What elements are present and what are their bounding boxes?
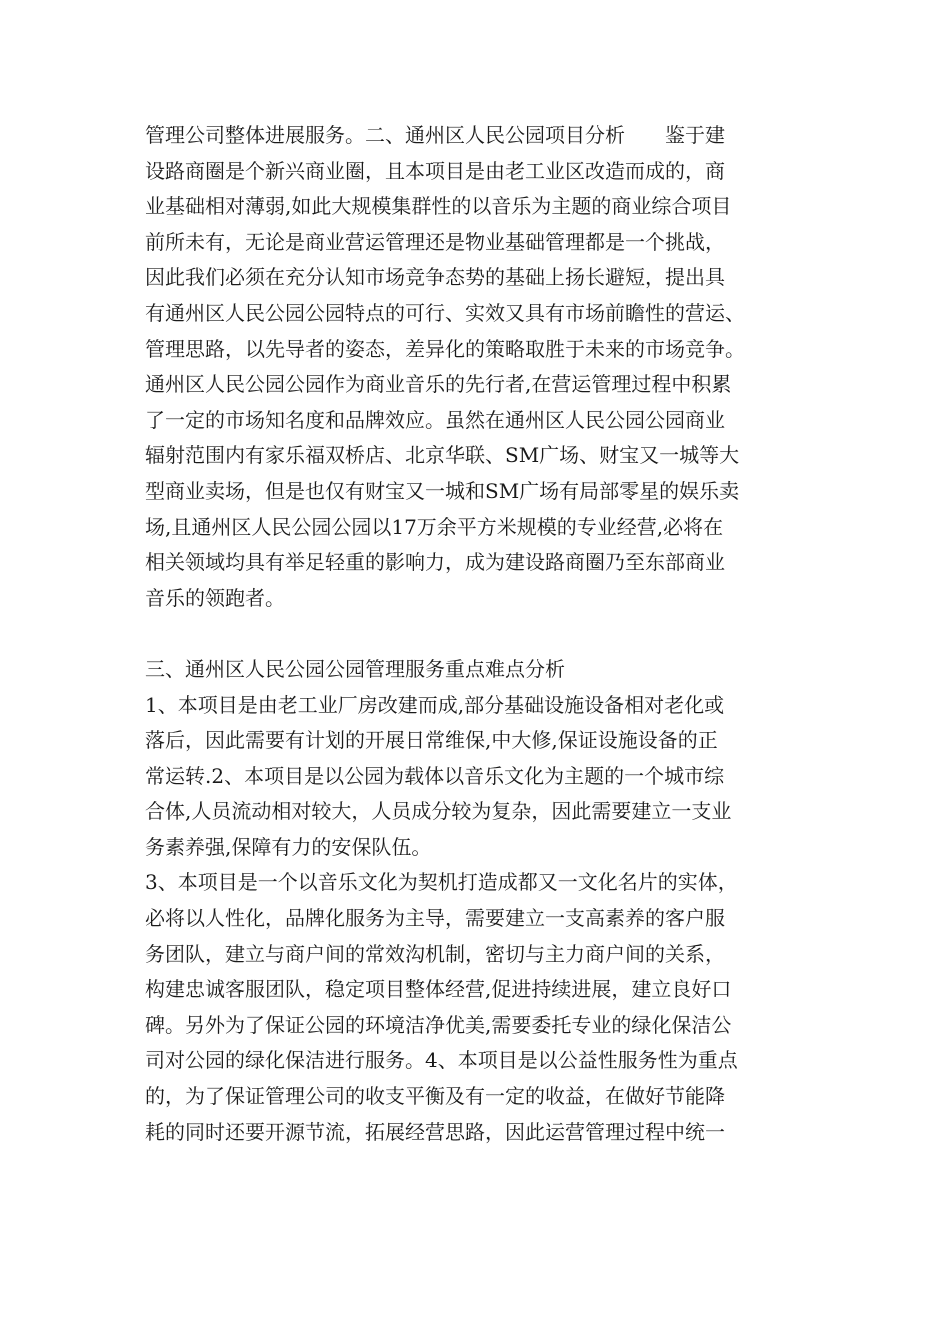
body-line: 相关领域均具有举足轻重的影响力，成为建设路商圈乃至东部商业 [145,550,725,575]
body-line: 常运转.2、本项目是以公园为载体以音乐文化为主题的一个城市综 [145,763,725,788]
body-line: 前所未有，无论是商业营运管理还是物业基础管理都是一个挑战， [145,229,725,254]
body-line: 3、本项目是一个以音乐文化为契机打造成都又一文化名片的实体， [145,870,738,895]
body-line: 合体,人员流动相对较大，人员成分较为复杂，因此需要建立一支业 [145,799,732,824]
body-line: 设路商圈是个新兴商业圈，且本项目是由老工业区改造而成的，商 [145,158,725,183]
body-line: 场,且通州区人民公园公园以17万余平方米规模的专业经营,必将在 [145,514,724,539]
body-line: 耗的同时还要开源节流，拓展经营思路，因此运营管理过程中统一 [145,1119,725,1144]
body-line: 司对公园的绿化保洁进行服务。4、本项目是以公益性服务性为重点 [145,1048,738,1073]
body-line: 音乐的领跑者。 [145,585,285,610]
document-body [145,118,815,1150]
body-line: 务素养强,保障有力的安保队伍。 [145,834,432,859]
body-line: 辐射范围内有家乐福双桥店、北京华联、SM广场、财宝又一城等大 [145,443,740,468]
body-line: 1、本项目是由老工业厂房改建而成,部分基础设施设备相对老化或 [145,692,725,717]
body-line: 必将以人性化，品牌化服务为主导，需要建立一支高素养的客户服 [145,906,725,931]
body-line: 构建忠诚客服团队，稳定项目整体经营,促进持续进展，建立良好口 [145,977,732,1002]
body-line: 管理思路，以先导者的姿态，差异化的策略取胜于未来的市场竞争。 [145,336,745,361]
body-line: 业基础相对薄弱,如此大规模集群性的以音乐为主题的商业综合项目 [145,194,732,219]
section-heading: 三、通州区人民公园公园管理服务重点难点分析 [145,656,565,681]
body-line: 型商业卖场，但是也仅有财宝又一城和SM广场有局部零星的娱乐卖 [145,478,740,503]
body-line: 管理公司整体进展服务。二、通州区人民公园项目分析 鉴于建 [145,123,725,147]
body-line: 有通州区人民公园公园特点的可行、实效又具有市场前瞻性的营运、 [145,300,745,325]
paragraph-gap [145,616,815,652]
body-line: 碑。另外为了保证公园的环境洁净优美,需要委托专业的绿化保洁公 [145,1012,732,1037]
body-line: 因此我们必须在充分认知市场竞争态势的基础上扬长避短，提出具 [145,265,725,290]
body-line: 通州区人民公园公园作为商业音乐的先行者,在营运管理过程中积累 [145,372,732,397]
body-line: 了一定的市场知名度和品牌效应。虽然在通州区人民公园公园商业 [145,407,725,432]
body-line: 的，为了保证管理公司的收支平衡及有一定的收益，在做好节能降 [145,1084,725,1109]
body-line: 落后，因此需要有计划的开展日常维保,中大修,保证设施设备的正 [145,728,718,753]
body-line: 务团队，建立与商户间的常效沟机制，密切与主力商户间的关系， [145,941,725,966]
